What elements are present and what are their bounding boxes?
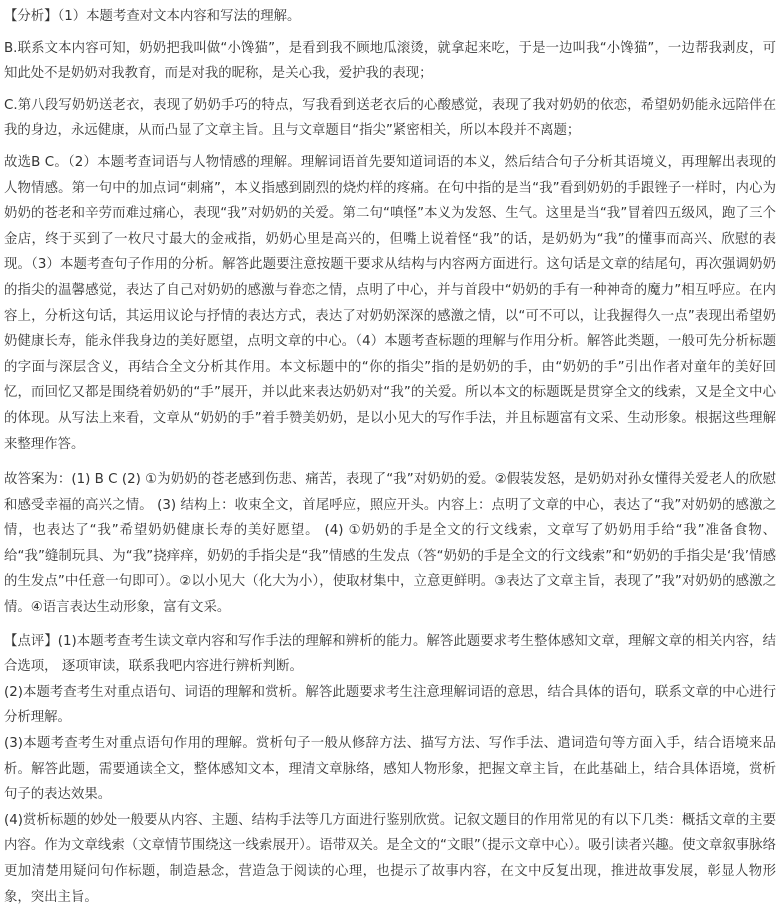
analysis-option-b-paragraph: B.联系文本内容可知，奶奶把我叫做“小馋猫”，是看到我不顾地瓜滚烫，就拿起来吃，于是一边叫我“小馋猫”，一边帮我剥皮，可知此处不是奶奶对我教育，而是对我的昵称，是关心我，爱护我的表现； (4, 40, 776, 82)
analysis-option-c-paragraph: C.第八段写奶奶送老衣，表现了奶奶手巧的特点，写我看到送老衣后的心酸感觉，表现了我对奶奶的依恋，希望奶奶能永远陪伴在我的身边，永远健康，从而凸显了文章主旨。且与文章题目“指尖”紧密相关，所以本段并不离题； (4, 97, 776, 139)
answer-paragraph: 故答案为：(1) B C (2) ①为奶奶的苍老感到伤悲、痛苦，表现了“我”对奶奶的爱。②假装发怒，是奶奶对孙女懂得关爱老人的欣慰和感受幸福的高兴之情。 (3) 结构上：收束全文，首尾呼应，照应开头。内容上：点明了文章的中心，表达了“我”对奶奶的感激之情，也表达了“我”希望奶奶健康长寿的美好愿望。 (4) ①奶奶的手是全文的行文线索，文章写了奶奶用手给“我”准备食物、给“我”缝制玩具、为“我”挠痒痒，奶奶的手指尖是“我”情感的生发点（答“奶奶的手是全文的行文线索”和“奶奶的手指尖是‘我’情感的生发点”中任意一句即可）。②以小见大（化大为小），使取材集中，立意更鲜明。③表达了文章主旨，表现了”我”对奶奶的感激之情。④语言表达生动形象，富有文采。 (4, 472, 776, 616)
analysis-heading-paragraph: 【分析】（1）本题考查对文本内容和写法的理解。 (4, 9, 301, 24)
analysis-detail-paragraph: 故选B C。（2）本题考查词语与人物情感的理解。理解词语首先要知道词语的本义，然后结合句子分析其语境义，再理解出表现的人物情感。第一句中的加点词“刺痛”，本义指感到剧烈的烧灼样的疼痛。在句中指的是当“我”看到奶奶的手跟锉子一样时，内心为奶奶的苍老和辛劳而难过痛心，表现“我”对奶奶的关爱。第二句“嗔怪”本义为发怒、生气。这里是当“我”冒着四五级风，跑了三个金店，终于买到了一枚尺寸最大的金戒指，奶奶心里是高兴的，但嘴上说着怪“我”的话，是奶奶为“我”的懂事而高兴、欣慰的表现。（3）本题考查句子作用的分析。解答此题要注意按题干要求从结构与内容两方面进行。这句话是文章的结尾句，再次强调奶奶的指尖的温馨感觉，表达了自己对奶奶的感激与眷恋之情，点明了中心，并与首段中“奶奶的手有一种神奇的魔力”相互呼应。在内容上，分析这句话，其运用议论与抒情的表达方式，表达了对奶奶深深的感激之情，以“可不可以，让我握得久一点”表现出希望奶奶健康长寿，能永伴我身边的美好愿望，点明文章的中心。（4）本题考查标题的理解与作用分析。解答此类题，一般可先分析标题的字面与深层含义，再结合全文分析其作用。本文标题中的“你的指尖”指的是奶奶的手，由“奶奶的手”引出作者对童年的美好回忆，而回忆又都是围绕着奶奶的“手”展开，并以此来表达奶奶对“我”的关爱。所以本文的标题既是贯穿全文的线索，又是全文中心的体现。从写法上来看，文章从“奶奶的手”着手赞美奶奶，是以小见大的写作手法，并且标题富有文采、生动形象。根据这些理解来整理作答。 (4, 154, 776, 452)
comment-paragraph-3: (3)本题考查考生对重点语句作用的理解。赏析句子一般从修辞方法、描写方法、写作手法、遣词造句等方面入手，结合语境来品析。解答此题，需要通读全文，整体感知文本，理清文章脉络，感知人物形象，把握文章主旨，在此基础上，结合具体语境，赏析句子的表达效果。 (4, 736, 776, 803)
comment-paragraph-4: (4)赏析标题的妙处一般要从内容、主题、结构手法等几方面进行鉴别欣赏。记叙文题目的作用常见的有以下几类：概括文章的主要内容。作为文章线索（文章情节围绕这一线索展开）。语带双关。是全文的“文眼”（提示文章中心）。吸引读者兴趣。使文章叙事脉络更加清楚用疑问句作标题，制造悬念，营造急于阅读的心理，也提示了故事内容，在文中反复出现，推进故事发展，彰显人物形象，突出主旨。 (4, 812, 776, 905)
comment-paragraph-2: (2)本题考查考生对重点语句、词语的理解和赏析。解答此题要求考生注意理解词语的意思，结合具体的语句，联系文章的中心进行分析理解。 (4, 684, 776, 726)
comment-paragraph-1: 【点评】(1)本题考查考生读文章内容和写作手法的理解和辨析的能力。解答此题要求考生整体感知文章，理解文章的相关内容，结合选项， 逐项审读，联系我吧内容进行辨析判断。 (4, 633, 776, 675)
